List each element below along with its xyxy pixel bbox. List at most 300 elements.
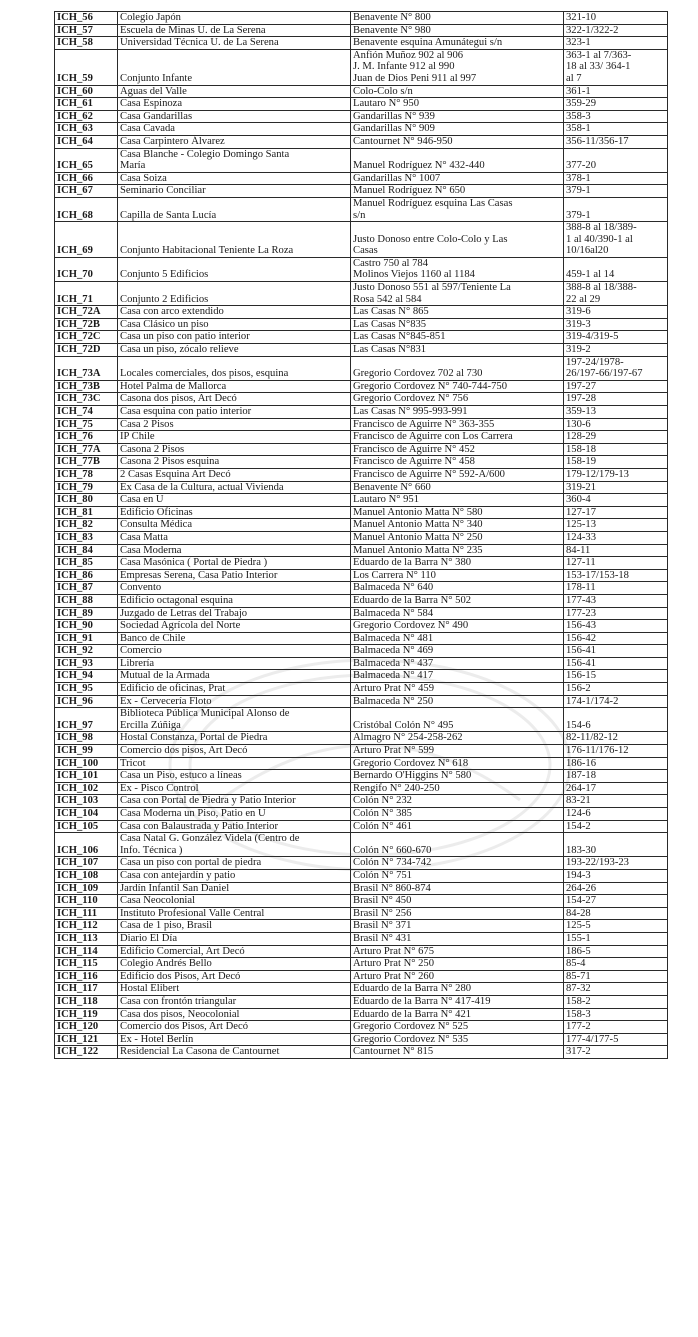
reference-cell-line: 156-43 (566, 620, 597, 632)
name-cell (118, 895, 351, 908)
reference-cell-line: 186-16 (566, 757, 597, 769)
code-cell: ICH_95 (55, 683, 118, 696)
address-cell (351, 645, 564, 658)
name-cell (118, 344, 351, 357)
reference-cell-line: 356-11/356-17 (566, 135, 629, 147)
reference-cell (564, 820, 668, 833)
address-cell-line: Almagro N° 254-258-262 (353, 732, 463, 744)
address-cell-line: Manuel Antonio Matta N° 235 (353, 544, 483, 556)
reference-cell-line: 156-41 (566, 645, 597, 657)
code-cell: ICH_84 (55, 544, 118, 557)
name-cell-line: Casa Carpintero Álvarez (120, 135, 225, 147)
table-row (55, 544, 668, 557)
reference-cell-line: 155-1 (566, 932, 591, 944)
reference-cell (564, 282, 668, 306)
code-cell: ICH_101 (55, 770, 118, 783)
name-cell-line: Tricot (120, 757, 146, 769)
code-cell: ICH_79 (55, 481, 118, 494)
reference-cell-line: 321-10 (566, 12, 597, 23)
code-cell: ICH_86 (55, 569, 118, 582)
address-cell-line: Justo Donoso 551 al 597/Teniente La (353, 282, 511, 294)
address-cell (351, 431, 564, 444)
reference-cell-line: 379-1 (566, 209, 591, 221)
address-cell (351, 808, 564, 821)
reference-cell (564, 24, 668, 37)
name-cell (118, 393, 351, 406)
heritage-property-table (54, 11, 668, 1059)
table-row (55, 406, 668, 419)
reference-cell-line: 359-29 (566, 98, 597, 110)
table-row (55, 1046, 668, 1059)
address-cell-line: Gregorio Cordovez N° 756 (353, 393, 469, 405)
name-cell-line: Casa Gandarillas (120, 110, 193, 122)
table-row (55, 695, 668, 708)
address-cell-line: Colón N° 461 (353, 820, 412, 832)
name-cell (118, 1008, 351, 1021)
table-row (55, 257, 668, 281)
code-cell: ICH_69 (55, 222, 118, 258)
name-cell-line: Edificio Oficinas (120, 506, 193, 518)
name-cell-line: Edificio Comercial, Art Decó (120, 945, 245, 957)
reference-cell (564, 569, 668, 582)
reference-cell (564, 148, 668, 172)
address-cell-line: Balmaceda N° 417 (353, 670, 434, 682)
name-cell-line: Edificio de oficinas, Prat (120, 683, 226, 695)
reference-cell (564, 519, 668, 532)
name-cell-line: Casa un piso, zócalo relieve (120, 344, 239, 356)
address-cell (351, 745, 564, 758)
name-cell (118, 683, 351, 696)
table-row (55, 557, 668, 570)
name-cell (118, 745, 351, 758)
name-cell (118, 857, 351, 870)
name-cell (118, 869, 351, 882)
code-cell: ICH_120 (55, 1021, 118, 1034)
address-cell (351, 456, 564, 469)
reference-cell-line: 158-3 (566, 1008, 591, 1020)
address-cell (351, 519, 564, 532)
reference-cell-line: 359-13 (566, 406, 597, 417)
address-cell-line: Manuel Rodríguez N° 650 (353, 185, 466, 197)
name-cell (118, 222, 351, 258)
reference-cell-line: 156-2 (566, 683, 591, 695)
name-cell (118, 37, 351, 50)
reference-cell (564, 431, 668, 444)
table-row (55, 356, 668, 380)
reference-cell-line: 125-13 (566, 519, 597, 531)
address-cell-line: Colón N° 751 (353, 869, 412, 881)
code-cell: ICH_82 (55, 519, 118, 532)
table-row (55, 318, 668, 331)
reference-cell-line: 361-1 (566, 85, 591, 97)
name-cell-line: Comercio dos pisos, Art Decó (120, 745, 248, 757)
name-cell (118, 945, 351, 958)
table-row (55, 895, 668, 908)
reference-cell-line: al 7 (566, 72, 582, 84)
name-cell-line: Colegio Andrés Bello (120, 958, 212, 970)
name-cell (118, 757, 351, 770)
reference-cell (564, 135, 668, 148)
name-cell (118, 197, 351, 221)
code-cell: ICH_85 (55, 557, 118, 570)
table-row (55, 123, 668, 136)
table-row (55, 393, 668, 406)
address-cell (351, 257, 564, 281)
reference-cell (564, 123, 668, 136)
name-cell (118, 49, 351, 85)
table-row (55, 882, 668, 895)
name-cell-line: Consulta Médica (120, 519, 193, 531)
reference-cell (564, 318, 668, 331)
code-cell: ICH_72B (55, 318, 118, 331)
table-row (55, 148, 668, 172)
table-row (55, 1021, 668, 1034)
address-cell-line: Eduardo de la Barra N° 380 (353, 557, 472, 569)
table-row (55, 983, 668, 996)
name-cell (118, 148, 351, 172)
reference-cell-line: 18 al 33/ 364-1 (566, 61, 631, 73)
address-cell (351, 306, 564, 319)
reference-cell-line: 379-1 (566, 185, 591, 197)
reference-cell (564, 945, 668, 958)
address-cell-line: Francisco de Aguirre N° 592-A/600 (353, 468, 505, 480)
code-cell: ICH_93 (55, 657, 118, 670)
code-cell: ICH_111 (55, 907, 118, 920)
table-row (55, 907, 668, 920)
name-cell-line: Casa con frontón triangular (120, 995, 237, 1007)
name-cell (118, 356, 351, 380)
reference-cell-line: 83-21 (566, 795, 591, 807)
reference-cell-line: 82-11/82-12 (566, 732, 618, 744)
address-cell (351, 110, 564, 123)
reference-cell (564, 257, 668, 281)
name-cell-line: Casa Matta (120, 531, 168, 543)
code-cell: ICH_72A (55, 306, 118, 319)
name-cell-line: Colegio Japón (120, 12, 181, 23)
table-row (55, 418, 668, 431)
code-cell: ICH_73B (55, 380, 118, 393)
address-cell (351, 594, 564, 607)
address-cell (351, 222, 564, 258)
name-cell-line: Jardín Infantil San Daniel (120, 882, 230, 894)
address-cell (351, 356, 564, 380)
reference-cell (564, 443, 668, 456)
name-cell (118, 531, 351, 544)
address-cell-line: s/n (353, 209, 366, 221)
address-cell-line: Arturo Prat N° 675 (353, 945, 435, 957)
name-cell (118, 331, 351, 344)
reference-cell (564, 1008, 668, 1021)
address-cell-line: Balmaceda N° 250 (353, 695, 434, 707)
reference-cell-line: 197-27 (566, 380, 597, 392)
address-cell (351, 506, 564, 519)
name-cell-line: Casa un Piso, estuco a líneas (120, 770, 242, 782)
address-cell (351, 494, 564, 507)
reference-cell-line: 193-22/193-23 (566, 857, 629, 869)
reference-cell-line: 186-5 (566, 945, 591, 957)
name-cell (118, 970, 351, 983)
name-cell (118, 995, 351, 1008)
name-cell-line: Casona 2 Pisos (120, 443, 185, 455)
reference-cell-line: 156-42 (566, 632, 597, 644)
address-cell (351, 544, 564, 557)
reference-cell (564, 907, 668, 920)
address-cell (351, 895, 564, 908)
name-cell-line: Juzgado de Letras del Trabajo (120, 607, 248, 619)
reference-cell-line: 158-19 (566, 456, 597, 468)
address-cell-line: Brasil N° 860-874 (353, 882, 431, 894)
reference-cell-line: 388-8 al 18/389- (566, 222, 637, 234)
code-cell: ICH_96 (55, 695, 118, 708)
address-cell-line: Cristóbal Colón N° 495 (353, 719, 454, 731)
code-cell: ICH_94 (55, 670, 118, 683)
name-cell (118, 544, 351, 557)
name-cell (118, 770, 351, 783)
address-cell-line: Gandarillas N° 909 (353, 123, 435, 135)
code-cell: ICH_110 (55, 895, 118, 908)
reference-cell (564, 708, 668, 732)
table-row (55, 569, 668, 582)
reference-cell (564, 670, 668, 683)
code-cell: ICH_118 (55, 995, 118, 1008)
reference-cell-line: 319-6 (566, 306, 591, 318)
name-cell (118, 443, 351, 456)
name-cell-line: Comercio dos Pisos, Art Decó (120, 1021, 248, 1033)
reference-cell-line: 459-1 al 14 (566, 269, 615, 281)
address-cell (351, 406, 564, 419)
address-cell-line: Las Casas N° 995-993-991 (353, 406, 468, 417)
code-cell: ICH_77B (55, 456, 118, 469)
address-cell (351, 197, 564, 221)
name-cell (118, 456, 351, 469)
reference-cell (564, 306, 668, 319)
code-cell: ICH_64 (55, 135, 118, 148)
reference-cell (564, 808, 668, 821)
name-cell (118, 519, 351, 532)
reference-cell-line: 363-1 al 7/363- (566, 49, 632, 61)
name-cell-line: Hostal Elibert (120, 983, 180, 995)
name-cell-line: Casa Moderna (120, 544, 182, 556)
reference-cell-line: 178-11 (566, 582, 596, 594)
table-row (55, 197, 668, 221)
name-cell (118, 782, 351, 795)
address-cell (351, 782, 564, 795)
address-cell (351, 833, 564, 857)
reference-cell-line: 154-27 (566, 895, 597, 907)
address-cell (351, 1008, 564, 1021)
address-cell (351, 708, 564, 732)
name-cell-line: Librería (120, 657, 155, 669)
reference-cell (564, 770, 668, 783)
reference-cell (564, 1046, 668, 1059)
reference-cell-line: 194-3 (566, 869, 591, 881)
address-cell (351, 98, 564, 111)
reference-cell (564, 582, 668, 595)
address-cell (351, 932, 564, 945)
name-cell-line: Casa Blanche - Colegio Domingo Santa (120, 148, 290, 160)
table-row (55, 519, 668, 532)
address-cell (351, 481, 564, 494)
address-cell-line: Bernardo O'Higgins N° 580 (353, 770, 472, 782)
reference-cell (564, 494, 668, 507)
reference-cell (564, 406, 668, 419)
table-row (55, 945, 668, 958)
reference-cell (564, 882, 668, 895)
table-row (55, 594, 668, 607)
address-cell (351, 795, 564, 808)
address-cell (351, 282, 564, 306)
name-cell-line: Capilla de Santa Lucía (120, 209, 217, 221)
code-cell: ICH_108 (55, 869, 118, 882)
reference-cell (564, 481, 668, 494)
name-cell-line: Casa Espinoza (120, 98, 183, 110)
table-row (55, 670, 668, 683)
table-row (55, 282, 668, 306)
code-cell: ICH_62 (55, 110, 118, 123)
code-cell: ICH_107 (55, 857, 118, 870)
reference-cell (564, 857, 668, 870)
address-cell (351, 695, 564, 708)
address-cell-line: J. M. Infante 912 al 990 (353, 61, 455, 73)
reference-cell-line: 158-18 (566, 443, 597, 455)
code-cell: ICH_60 (55, 85, 118, 98)
name-cell-line: Casa un piso con patio interior (120, 331, 250, 343)
address-cell (351, 582, 564, 595)
address-cell-line: Justo Donoso entre Colo-Colo y Las (353, 233, 508, 245)
reference-cell (564, 49, 668, 85)
address-cell (351, 418, 564, 431)
code-cell: ICH_90 (55, 620, 118, 633)
address-cell-line: Gregorio Cordovez 702 al 730 (353, 368, 483, 380)
name-cell-line: Residencial La Casona de Cantournet (120, 1046, 280, 1058)
address-cell-line: Arturo Prat N° 459 (353, 683, 435, 695)
name-cell-line: Casona 2 Pisos esquina (120, 456, 220, 468)
code-cell: ICH_91 (55, 632, 118, 645)
reference-cell (564, 920, 668, 933)
table-row (55, 380, 668, 393)
reference-cell-line: 124-33 (566, 531, 597, 543)
address-cell (351, 443, 564, 456)
code-cell: ICH_116 (55, 970, 118, 983)
name-cell-line: Ex Casa de la Cultura, actual Vivienda (120, 481, 284, 493)
address-cell (351, 920, 564, 933)
code-cell: ICH_81 (55, 506, 118, 519)
code-cell: ICH_73C (55, 393, 118, 406)
name-cell (118, 110, 351, 123)
name-cell-line: Casa dos pisos, Neocolonial (120, 1008, 240, 1020)
address-cell-line: Eduardo de la Barra N° 502 (353, 594, 472, 606)
address-cell (351, 172, 564, 185)
table-row (55, 833, 668, 857)
address-cell-line: Gregorio Cordovez N° 535 (353, 1033, 469, 1045)
name-cell (118, 257, 351, 281)
address-cell (351, 632, 564, 645)
name-cell (118, 85, 351, 98)
name-cell (118, 695, 351, 708)
name-cell (118, 569, 351, 582)
table-row (55, 306, 668, 319)
reference-cell (564, 456, 668, 469)
address-cell-line: Rosa 542 al 584 (353, 293, 422, 305)
address-cell-line: Las Casas N°831 (353, 344, 427, 356)
reference-cell (564, 657, 668, 670)
name-cell-line: Casa con arco extendido (120, 306, 224, 318)
reference-cell-line: 128-29 (566, 431, 597, 443)
table-row (55, 770, 668, 783)
reference-cell-line: 158-2 (566, 995, 591, 1007)
reference-cell-line: 85-71 (566, 970, 591, 982)
code-cell: ICH_117 (55, 983, 118, 996)
reference-cell (564, 557, 668, 570)
table-row (55, 185, 668, 198)
address-cell-line: Arturo Prat N° 250 (353, 958, 435, 970)
code-cell: ICH_89 (55, 607, 118, 620)
address-cell (351, 37, 564, 50)
address-cell (351, 1021, 564, 1034)
table-row (55, 857, 668, 870)
code-cell: ICH_122 (55, 1046, 118, 1059)
reference-cell-line: 84-28 (566, 907, 591, 919)
code-cell: ICH_58 (55, 37, 118, 50)
address-cell (351, 531, 564, 544)
table-row (55, 24, 668, 37)
address-cell-line: Manuel Antonio Matta N° 580 (353, 506, 483, 518)
address-cell (351, 607, 564, 620)
code-cell: ICH_99 (55, 745, 118, 758)
table-row (55, 37, 668, 50)
address-cell (351, 12, 564, 25)
address-cell (351, 123, 564, 136)
code-cell: ICH_72D (55, 344, 118, 357)
reference-cell-line: 177-4/177-5 (566, 1033, 619, 1045)
reference-cell (564, 37, 668, 50)
address-cell-line: Balmaceda N° 584 (353, 607, 434, 619)
reference-cell (564, 380, 668, 393)
code-cell: ICH_104 (55, 808, 118, 821)
reference-cell-line: 319-2 (566, 344, 591, 356)
name-cell (118, 882, 351, 895)
reference-cell (564, 468, 668, 481)
reference-cell-line: 125-5 (566, 920, 591, 932)
name-cell-line: Info. Técnica ) (120, 844, 183, 856)
address-cell-line: Gandarillas N° 1007 (353, 172, 441, 184)
name-cell-line: Empresas Serena, Casa Patio Interior (120, 569, 278, 581)
reference-cell-line: 87-32 (566, 983, 591, 995)
address-cell (351, 995, 564, 1008)
reference-cell (564, 782, 668, 795)
reference-cell (564, 506, 668, 519)
reference-cell (564, 683, 668, 696)
name-cell-line: Casa en U (120, 494, 164, 506)
reference-cell (564, 110, 668, 123)
reference-cell (564, 995, 668, 1008)
name-cell (118, 481, 351, 494)
name-cell-line: Ex - Hotel Berlín (120, 1033, 194, 1045)
address-cell-line: Benavente N° 660 (353, 481, 431, 493)
name-cell-line: Ex - Pisco Control (120, 782, 199, 794)
address-cell-line: Anfión Muñoz 902 al 906 (353, 49, 464, 61)
address-cell (351, 620, 564, 633)
name-cell (118, 282, 351, 306)
reference-cell-line: 177-23 (566, 607, 597, 619)
reference-cell-line: 187-18 (566, 770, 597, 782)
reference-cell-line: 22 al 29 (566, 293, 601, 305)
code-cell: ICH_71 (55, 282, 118, 306)
reference-cell (564, 695, 668, 708)
address-cell (351, 24, 564, 37)
reference-cell-line: 10/16al20 (566, 245, 609, 257)
reference-cell-line: 85-4 (566, 958, 586, 970)
